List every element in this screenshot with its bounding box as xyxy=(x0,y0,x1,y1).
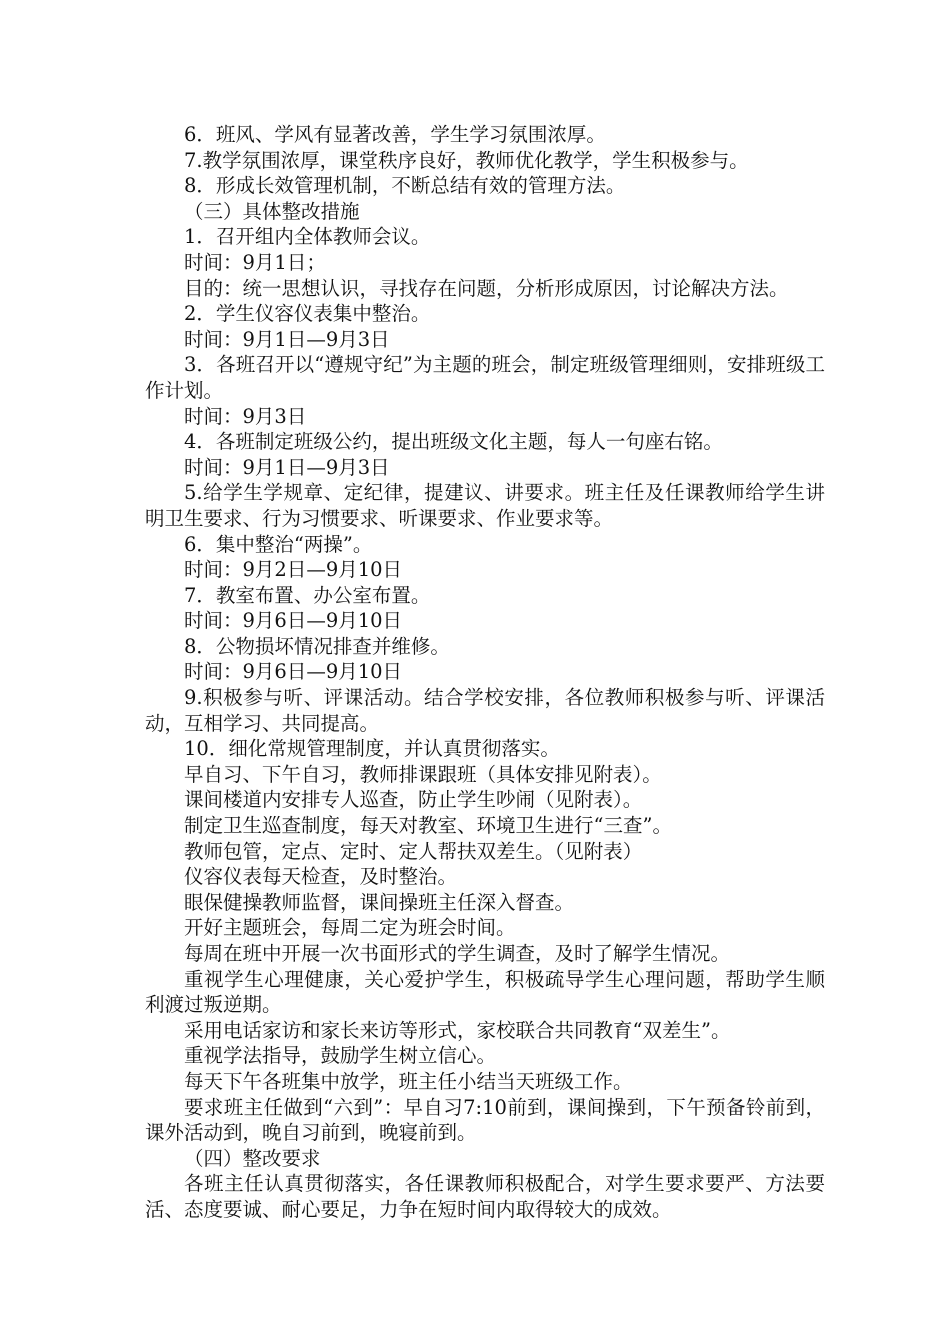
paragraph: 5.给学生学规章、定纪律，提建议、讲要求。班主任及任课教师给学生讲明卫生要求、行为习惯要求、听课要求、作业要求等。 xyxy=(145,481,825,530)
paragraph: 制定卫生巡查制度，每天对教室、环境卫生进行“三查”。 xyxy=(184,814,672,838)
paragraph: 1．召开组内全体教师会议。 xyxy=(184,225,431,249)
paragraph: 每周在班中开展一次书面形式的学生调查，及时了解学生情况。 xyxy=(184,942,731,965)
paragraph: 时间：9月6日—9月10日 xyxy=(184,660,403,684)
section-heading: （三）具体整改措施 xyxy=(184,199,360,223)
paragraph: 时间：9月6日—9月10日 xyxy=(184,609,403,633)
paragraph: 8．形成长效管理机制，不断总结有效的管理方法。 xyxy=(184,174,626,198)
paragraph: 2．学生仪容仪表集中整治。 xyxy=(184,302,431,326)
paragraph: 时间：9月3日 xyxy=(184,404,307,428)
section-heading: （四）整改要求 xyxy=(184,1146,321,1170)
paragraph: 7．教室布置、办公室布置。 xyxy=(184,583,431,607)
paragraph: 开好主题班会，每周二定为班会时间。 xyxy=(184,916,516,940)
paragraph: 3．各班召开以“遵规守纪”为主题的班会，制定班级管理细则，安排班级工作计划。 xyxy=(145,353,825,402)
paragraph: 10．细化常规管理制度，并认真贯彻落实。 xyxy=(184,737,560,761)
paragraph: 8．公物损坏情况排查并维修。 xyxy=(184,634,450,658)
paragraph: 早自习、下午自习，教师排课跟班（具体安排见附表）。 xyxy=(184,762,662,786)
paragraph: 仪容仪表每天检查，及时整治。 xyxy=(184,865,458,889)
paragraph: 眼保健操教师监督，课间操班主任深入督查。 xyxy=(184,890,575,914)
paragraph: 目的：统一思想认识，寻找存在问题，分析形成原因，讨论解决方法。 xyxy=(184,276,789,300)
paragraph: 6．班风、学风有显著改善，学生学习氛围浓厚。 xyxy=(184,123,606,146)
paragraph: 6．集中整治“两操”。 xyxy=(184,532,373,556)
paragraph: 时间：9月2日—9月10日 xyxy=(184,558,403,582)
paragraph: 采用电话家访和家长来访等形式，家校联合共同教育“双差生”。 xyxy=(184,1018,731,1042)
paragraph: 9.积极参与听、评课活动。结合学校安排，各位教师积极参与听、评课活动，互相学习、共同提高。 xyxy=(145,686,825,735)
document-body xyxy=(145,122,825,1223)
paragraph: 时间：9月1日—9月3日 xyxy=(184,455,390,479)
paragraph: 每天下午各班集中放学，班主任小结当天班级工作。 xyxy=(184,1069,633,1093)
paragraph: 教师包管，定点、定时、定人帮扶双差生。（见附表） xyxy=(184,839,643,863)
paragraph: 时间：9月1日—9月3日 xyxy=(184,327,390,351)
paragraph: 7.教学氛围浓厚，课堂秩序良好，教师优化教学，学生积极参与。 xyxy=(184,148,749,172)
paragraph: 要求班主任做到“六到”：早自习7:10前到，课间操到，下午预备铃前到，课外活动到，晚自习前到，晚寝前到。 xyxy=(145,1095,825,1145)
paragraph: 重视学生心理健康，关心爱护学生，积极疏导学生心理问题，帮助学生顺利渡过叛逆期。 xyxy=(145,967,825,1017)
paragraph: 4．各班制定班级公约，提出班级文化主题，每人一句座右铭。 xyxy=(184,430,723,454)
paragraph: 重视学法指导，鼓励学生树立信心。 xyxy=(184,1044,497,1068)
paragraph: 课间楼道内安排专人巡查，防止学生吵闹（见附表）。 xyxy=(184,788,643,812)
paragraph: 各班主任认真贯彻落实，各任课教师积极配合，对学生要求要严、方法要活、态度要诚、耐心要足，力争在短时间内取得较大的成效。 xyxy=(145,1172,825,1221)
paragraph: 时间：9月1日； xyxy=(184,250,326,274)
